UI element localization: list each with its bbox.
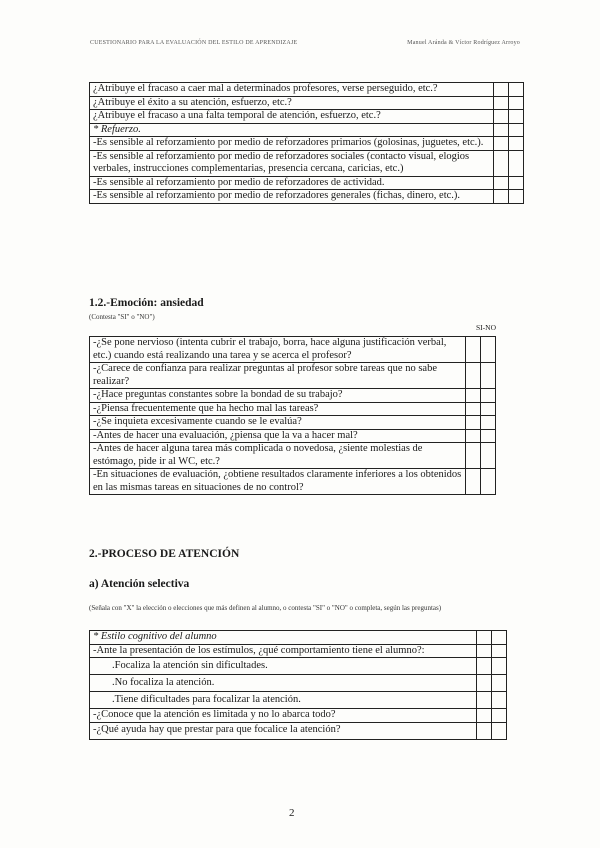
answer-cell[interactable] [481,337,496,363]
mark-cell[interactable] [477,658,492,675]
table-row [90,363,496,389]
table-row [90,675,507,692]
question-text: -Es sensible al reforzamiento por medio de reforzadores generales (fichas, dinero, etc.). [90,190,494,204]
section-instructions: (Señala con "X" la elección o elecciones que más definen al alumno, o contesta "SI" o "NO" o completa, según las preguntas) [89,604,442,612]
section-title-attention: 2.-PROCESO DE ATENCIÓN [89,548,240,560]
option-text: .Focaliza la atención sin dificultades. [90,658,477,675]
answer-cell[interactable] [466,416,481,430]
question-text: -¿Se pone nervioso (intenta cubrir el trabajo, borra, hace alguna justificación verbal, etc.) cuando está realizando una tarea y se acerca el profesor? [90,337,466,363]
section-label: * Refuerzo. [90,123,494,137]
answer-cell[interactable] [466,443,481,469]
answer-cell[interactable] [466,363,481,389]
anxiety-table [89,336,496,495]
table-row [90,416,496,430]
question-text: -Es sensible al reforzamiento por medio de reforzadores de actividad. [90,176,494,190]
answer-cell[interactable] [481,443,496,469]
yes-no-header: SI-NO [476,323,496,332]
question-text: ¿Atribuye el éxito a su atención, esfuerzo, etc.? [90,96,494,110]
table-row [90,83,524,97]
table-row [90,150,524,176]
table-row [90,176,524,190]
question-text: -En situaciones de evaluación, ¿obtiene resultados claramente inferiores a los obtenidos en las mismas tareas en situaciones de no control? [90,469,466,495]
mark-cell[interactable] [492,692,507,709]
table-row [90,631,507,645]
table-row [90,469,496,495]
answer-cell[interactable] [466,389,481,403]
answer-cell [477,644,492,658]
table-row [90,110,524,124]
answer-cell[interactable] [494,150,509,176]
question-text: -¿Carece de confianza para realizar preguntas al profesor sobre tareas que no sabe realizar? [90,363,466,389]
answer-cell[interactable] [494,83,509,97]
question-text: -Es sensible al reforzamiento por medio de reforzadores primarios (golosinas, juguetes, etc.). [90,137,494,151]
option-text: .No focaliza la atención. [90,675,477,692]
answer-cell[interactable] [494,96,509,110]
answer-cell[interactable] [494,137,509,151]
answer-cell[interactable] [481,416,496,430]
answer-cell[interactable] [481,363,496,389]
question-text: ¿Atribuye el fracaso a caer mal a determinados profesores, verse perseguido, etc.? [90,83,494,97]
answer-cell[interactable] [481,469,496,495]
answer-cell[interactable] [481,402,496,416]
header-left: CUESTIONARIO PARA LA EVALUACIÓN DEL ESTILO DE APRENDIZAJE [90,40,298,46]
answer-cell [509,123,524,137]
table-row [90,123,524,137]
answer-cell[interactable] [466,337,481,363]
attribution-reinforcement-table [89,82,524,204]
question-text: -¿Hace preguntas constantes sobre la bondad de su trabajo? [90,389,466,403]
answer-cell [492,631,507,645]
table-row [90,443,496,469]
section-instructions: (Contesta "SI" o "NO") [89,313,155,321]
answer-cell[interactable] [492,709,507,723]
answer-cell[interactable] [509,150,524,176]
section-title-emotion: 1.2.-Emoción: ansiedad [89,297,204,309]
mark-cell[interactable] [477,692,492,709]
header-right: Manuel Aránda & Víctor Rodríguez Arroyo [407,40,520,46]
table-row [90,190,524,204]
option-text: .Tiene dificultades para focalizar la atención. [90,692,477,709]
answer-cell[interactable] [466,469,481,495]
mark-cell[interactable] [492,675,507,692]
table-row [90,692,507,709]
table-row [90,644,507,658]
answer-cell[interactable] [466,429,481,443]
answer-cell[interactable] [509,110,524,124]
answer-cell [477,631,492,645]
question-text: -Ante la presentación de los estímulos, ¿qué comportamiento tiene el alumno?: [90,644,477,658]
answer-cell[interactable] [494,176,509,190]
table-row [90,658,507,675]
table-row [90,709,507,723]
answer-cell[interactable] [509,190,524,204]
answer-cell [494,123,509,137]
answer-cell [492,644,507,658]
mark-cell[interactable] [492,658,507,675]
subsection-title: a) Atención selectiva [89,578,190,590]
page-number: 2 [289,807,295,819]
question-text: ¿Atribuye el fracaso a una falta temporal de atención, esfuerzo, etc.? [90,110,494,124]
question-text: -¿Conoce que la atención es limitada y no lo abarca todo? [90,709,477,723]
question-text: -Antes de hacer una evaluación, ¿piensa que la va a hacer mal? [90,429,466,443]
question-text: -Es sensible al reforzamiento por medio de reforzadores sociales (contacto visual, elogios verbales, instrucciones complementarias, presencia cercana, caricias, etc.) [90,150,494,176]
table-row [90,137,524,151]
mark-cell[interactable] [477,675,492,692]
answer-cell[interactable] [466,402,481,416]
answer-cell[interactable] [477,722,492,739]
question-text: -Antes de hacer alguna tarea más complicada o novedosa, ¿siente molestias de estómago, pide ir al WC, etc.? [90,443,466,469]
table-row [90,96,524,110]
question-text: -¿Piensa frecuentemente que ha hecho mal las tareas? [90,402,466,416]
table-row [90,722,507,739]
answer-cell[interactable] [494,110,509,124]
answer-cell[interactable] [481,389,496,403]
answer-cell[interactable] [509,96,524,110]
answer-cell[interactable] [509,176,524,190]
table-row [90,402,496,416]
answer-cell[interactable] [477,709,492,723]
answer-cell[interactable] [494,190,509,204]
answer-cell[interactable] [481,429,496,443]
selective-attention-table [89,630,507,740]
table-row [90,337,496,363]
answer-cell[interactable] [492,722,507,739]
question-text: -¿Qué ayuda hay que prestar para que focalice la atención? [90,722,477,739]
question-text: -¿Se inquieta excesivamente cuando se le evalúa? [90,416,466,430]
answer-cell[interactable] [509,137,524,151]
table-row [90,429,496,443]
section-label: * Estilo cognitivo del alumno [90,631,477,645]
answer-cell[interactable] [509,83,524,97]
table-row [90,389,496,403]
